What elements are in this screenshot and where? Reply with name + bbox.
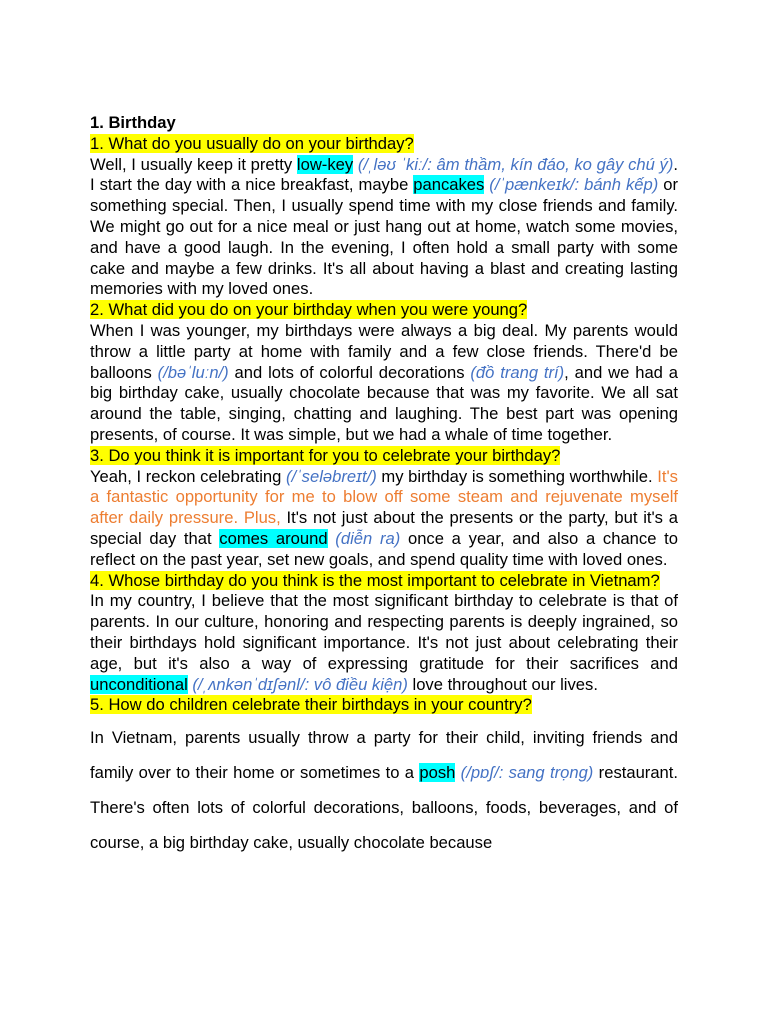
- phonetic-posh: (/pɒʃ/: sang trọng): [455, 763, 594, 783]
- answer-2: [90, 321, 678, 446]
- answer-4-text-2: love throughout our lives.: [407, 674, 598, 694]
- answer-1-text-3: or something special. Then, I usually spend time with my close friends and family. We might go out for a nice meal or just hang out at home, watch some movies, and have a good laugh. In the evening, I often hold a small party with some cake and maybe a few drinks. It's all about having a blast and creating lasting memories with my loved ones.: [90, 175, 678, 299]
- answer-2-text-3: , and we had a big birthday cake, usually chocolate because that was my favorite. We all sat around the table, singing, chatting and laughing. The best part was opening presents, of course. It was simple, but we had a whale of time together.: [90, 362, 678, 444]
- answer-3-text-2: my birthday is something worthwhile.: [376, 466, 658, 486]
- vocab-low-key: low-key: [296, 154, 354, 174]
- question-3-text: 3. Do you think it is important for you to celebrate your birthday?: [90, 445, 561, 465]
- question-5-text: 5. How do children celebrate their birthdays in your country?: [90, 695, 532, 715]
- phonetic-balloons: (/bəˈluːn/): [157, 362, 229, 382]
- answer-3-emphasis: It's a fantastic opportunity for me to blow off some steam and rejuvenate myself after daily pressure. Plus,: [90, 466, 678, 528]
- question-1-text: 1. What do you usually do on your birthday?: [90, 133, 414, 153]
- answer-3-text-3: It's not just about the presents or the party, but it's a special day that: [90, 508, 678, 548]
- phonetic-decorations: (đồ trang trí): [470, 362, 565, 382]
- answer-1: [90, 155, 678, 301]
- phonetic-comes-around: (diễn ra): [327, 528, 401, 548]
- answer-2-text-1: When I was younger, my birthdays were always a big deal. My parents would throw a little party at home with family and a few close friends. There'd be balloons: [90, 320, 678, 382]
- answer-3-text-4: once a year, and also a chance to reflect on the past year, set new goals, and spend quality time with loved ones.: [90, 528, 678, 569]
- answer-1-text-1: Well, I usually keep it pretty: [90, 154, 297, 174]
- answer-2-text-2: and lots of colorful decorations: [228, 362, 471, 382]
- document-page: [90, 113, 678, 860]
- answer-4-text-1: In my country, I believe that the most significant birthday to celebrate is that of parents. In our culture, honoring and respecting parents is deeply ingrained, so their birthdays hold significant importance. It's not just about celebrating their age, but it's also a way of expressing gratitude for their sacrifices and: [90, 591, 678, 673]
- phonetic-celebrate: (/ˈseləbreɪt/): [286, 466, 377, 486]
- question-2: [90, 300, 678, 321]
- answer-3-text-1: Yeah, I reckon celebrating: [90, 466, 286, 486]
- question-1: [90, 134, 678, 155]
- vocab-comes-around: comes around: [219, 528, 328, 548]
- answer-5: [90, 720, 678, 860]
- answer-1-text-2: . I start the day with a nice breakfast, maybe: [90, 154, 679, 195]
- question-4-text: 4. Whose birthday do you think is the most important to celebrate in Vietnam?: [90, 570, 660, 590]
- vocab-pancakes: pancakes: [413, 175, 485, 195]
- vocab-unconditional: unconditional: [90, 674, 188, 694]
- answer-5-text-1: In Vietnam, parents usually throw a party for their child, inviting friends and family over to their home or sometimes to a: [90, 728, 678, 783]
- phonetic-unconditional: (/ˌʌnkənˈdɪʃənl/: vô điều kiện): [187, 674, 408, 694]
- section-title: 1. Birthday: [90, 113, 176, 132]
- question-5: [90, 695, 678, 716]
- phonetic-pancakes: (/ˈpænkeɪk/: bánh kếp): [484, 175, 659, 195]
- answer-3: [90, 467, 678, 571]
- question-4: [90, 571, 678, 592]
- vocab-posh: posh: [419, 763, 456, 783]
- question-2-text: 2. What did you do on your birthday when you were young?: [90, 300, 528, 320]
- answer-4: [90, 591, 678, 695]
- answer-5-text-2: restaurant. There's often lots of colorful decorations, balloons, foods, beverages, and of course, a big birthday cake, usually chocolate because: [90, 763, 679, 853]
- question-3: [90, 446, 678, 467]
- phonetic-low-key: (/ˌləʊ ˈkiː/: âm thầm, kín đáo, ko gây chú ý): [353, 154, 674, 174]
